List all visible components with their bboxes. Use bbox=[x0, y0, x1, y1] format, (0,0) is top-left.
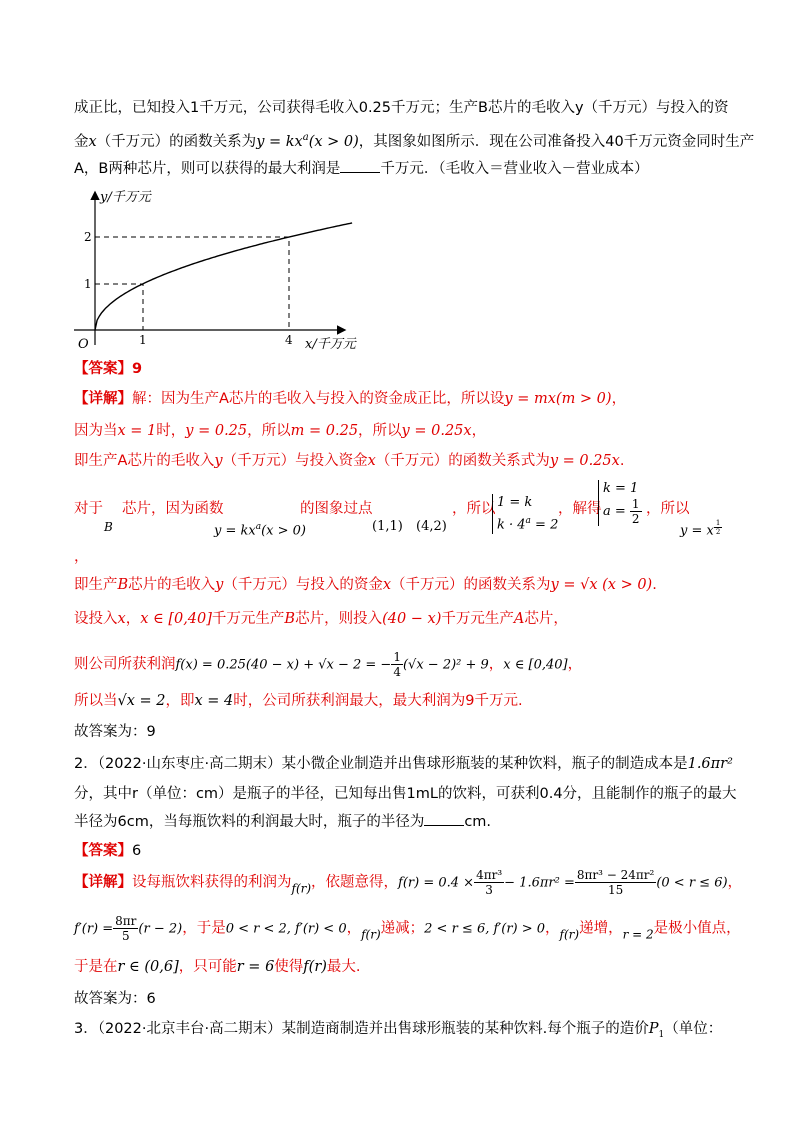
y-axis-label: y/千万元 bbox=[100, 190, 151, 205]
q1-answer: 【答案】9 bbox=[74, 361, 143, 377]
x-tick-1: 1 bbox=[139, 333, 147, 347]
q2-line-1: 2．（2022·山东枣庄·高二期末）某小微企业制造并出售球形瓶装的某种饮料，瓶子的制造成本是1.6πr² bbox=[74, 756, 733, 772]
q1-detail-2: 因为当x = 1时，y = 0.25，所以m = 0.25，所以y = 0.25x， bbox=[74, 423, 487, 439]
function-graph bbox=[60, 185, 360, 355]
q2-answer: 【答案】6 bbox=[74, 843, 142, 859]
q2-detail-1: 【详解】设每瓶饮料获得的利润为$_{f(r)}$，依题意得，f(r) = 0.4 × $\frac{\text{4πr³}}{3}$ − 1.6πr² = $\frac{\text{8πr³ − 24πr²}}{15}$ (0 < r ≤ 6)， bbox=[74, 868, 743, 897]
q1-detail-3: 即生产A芯片的毛收入y（千万元）与投入资金x（千万元）的函数关系式为y = 0.25x. bbox=[74, 453, 625, 469]
origin-label: O bbox=[78, 337, 89, 352]
q1-detail-5: 即生产B芯片的毛收入y（千万元）与投入的资金x（千万元）的函数关系为y = √x (x > 0). bbox=[74, 577, 657, 593]
q2-detail-2: f′(r) = $\frac{8\pi r}{5}$ (r − 2)，于是0 < r < 2, f′(r) < 0，$_{f(r)}$递减；2 < r ≤ 6, f′(r) > 0，$_{f(r)}$递增，$_{r = 2}$是极小值点， bbox=[74, 914, 741, 943]
q2-line-3: 半径为6cm，当每瓶饮料的利润最大时，瓶子的半径为 cm. bbox=[74, 811, 740, 833]
q1-detail-6: 设投入x，x ∈ [0,40]千万元生产B芯片，则投入(40 − x)千万元生产A芯片， bbox=[74, 611, 568, 627]
intro-line-3: A，B两种芯片，则可以获得的最大利润是 千万元．（毛收入＝营业收入－营业成本） bbox=[74, 158, 740, 180]
q2-answer-blank bbox=[424, 811, 464, 826]
x-axis-label: x/千万元 bbox=[305, 337, 356, 352]
q2-line-2: 分，其中r（单位：cm）是瓶子的半径，已知每出售1mL的饮料，可获利0.4分，且能制作的瓶子的最大 bbox=[74, 786, 737, 802]
answer-blank bbox=[340, 158, 380, 173]
q1-detail-4: 对于 B 芯片，因为函数 $y = kx^a(x > 0)$ 的图象过点 (1,1) (4,2) ，所以 1 = k $k \cdot 4^a = 2$ ，解得 k = 1 a = $\frac{1}{2}$ ，所以 y = x $^{\frac{1}{2}}$ bbox=[74, 481, 721, 539]
sqrt-curve bbox=[95, 223, 352, 330]
y-tick-2: 2 bbox=[84, 230, 92, 244]
y-tick-1: 1 bbox=[84, 277, 92, 291]
q2-detail-3: 于是在r ∈ (0,6]，只可能r = 6使得f(r)最大. bbox=[74, 959, 361, 975]
q1-detail-8: 所以当√x = 2，即x = 4时，公司所获利润最大，最大利润为9千万元. bbox=[74, 693, 523, 709]
system-equations: 1 = k $k \cdot 4^a = 2$ bbox=[492, 494, 558, 534]
q1-comma: ， bbox=[74, 549, 89, 565]
dash-point-1-1 bbox=[95, 284, 143, 330]
q1-detail-1: 【详解】解：因为生产A芯片的毛收入与投入的资金成正比，所以设y = mx(m > 0)， bbox=[74, 391, 627, 407]
solution-system: k = 1 a = $\frac{1}{2}$ bbox=[598, 480, 642, 526]
intro-line-2: 金x（千万元）的函数关系为$y = kx^a(x > 0)$，其图象如图所示．现在公司准备投入40千万元资金同时生产 bbox=[74, 132, 755, 150]
x-tick-4: 4 bbox=[285, 333, 293, 347]
q3-line-1: 3．（2022·北京丰台·高二期末）某制造商制造并出售球形瓶装的某种饮料.每个瓶子的造价$P_1$（单位： bbox=[74, 1021, 723, 1040]
q1-final: 故答案为：9 bbox=[74, 724, 156, 740]
intro-line-1: 成正比，已知投入1千万元，公司获得毛收入0.25千万元；生产B芯片的毛收入y（千万元）与投入的资 bbox=[74, 100, 729, 116]
q1-detail-7: 则公司所获利润f(x) = 0.25(40 − x) + √x − 2 = − $\frac{1}{4}$ (√x − 2)² + 9，x ∈ [0,40]， bbox=[74, 650, 583, 679]
q2-final: 故答案为：6 bbox=[74, 991, 156, 1007]
